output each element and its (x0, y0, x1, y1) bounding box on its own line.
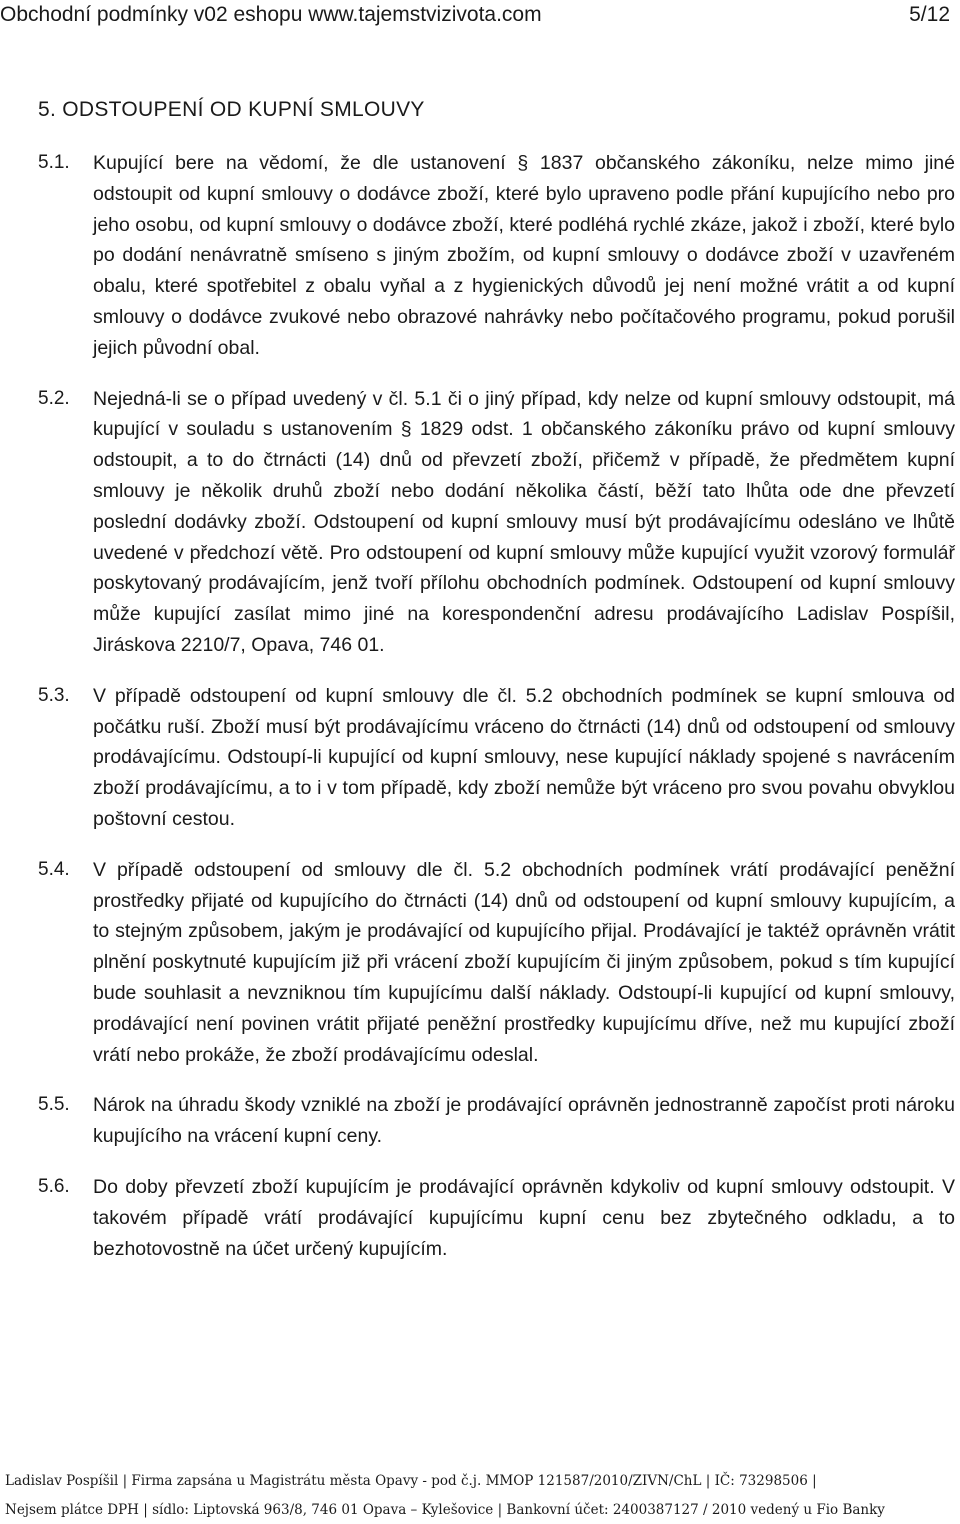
clause-number: 5.2. (38, 387, 70, 409)
clause-number: 5.5. (38, 1094, 70, 1116)
clause-text: V případě odstoupení od smlouvy dle čl. 5.2 obchodních podmínek vrátí prodávající peněžní prostředky přijaté od kupujícího do čtrnácti (14) dnů od odstoupení od kupní smlouvy kupujícím, a to stejným způsobem, jakým je prodávající od kupujícího přijal. Prodávající je taktéž oprávněn vrátit plnění poskytnuté kupujícím již při vrácení zboží kupujícím či jiným způsobem, pokud s tím kupující bude souhlasit a nevzniknou tím kupujícímu další náklady. Odstoupí-li kupující od kupní smlouvy, prodávající není povinen vrátit přijaté peněžní prostředky kupujícímu dříve, než mu kupující zboží vrátí nebo prokáže, že zboží prodávajícímu odeslal. (93, 858, 955, 1066)
clause-text: V případě odstoupení od kupní smlouvy dle čl. 5.2 obchodních podmínek se kupní smlouva od počátku ruší. Zboží musí být prodávajícímu vráceno do čtrnácti (14) dnů od odstoupení od smlouvy prodávajícímu. Odstoupí-li kupující od kupní smlouvy, nese kupující náklady spojené s navrácením zboží prodávajícímu, a to i v tom případě, kdy zboží nemůže být vráceno pro svou povahu obvyklou poštovní cestou. (93, 684, 955, 830)
page-header (0, 0, 960, 42)
clause-5-6 (0, 1172, 960, 1264)
clause-number: 5.3. (38, 684, 70, 706)
clause-text: Nejedná-li se o případ uvedený v čl. 5.1 či o jiný případ, kdy nelze od kupní smlouvy odstoupit, má kupující v souladu s ustanovením § 1829 odst. 1 občanského zákoníku právo od kupní smlouvy odstoupit, a to do čtrnácti (14) dnů od převzetí zboží, přičemž v případě, že předmětem kupní smlouvy je několik druhů zboží nebo dodání několika částí, běží tato lhůta ode dne převzetí poslední dodávky zboží. Odstoupení od kupní smlouvy musí být prodávajícímu odesláno ve lhůtě uvedené v předchozí větě. Pro odstoupení od kupní smlouvy může kupující využit vzorový formulář poskytovaný prodávajícím, jenž tvoří přílohu obchodních podmínek. Odstoupení od kupní smlouvy může kupující zasílat mimo jiné na korespondenční adresu prodávajícího Ladislav Pospíšil, Jiráskova 2210/7, Opava, 746 01. (93, 387, 955, 656)
clause-number: 5.1. (38, 152, 70, 173)
clause-5-1 (0, 148, 960, 364)
page-number: 5/12 (909, 3, 950, 26)
clause-text: Kupující bere na vědomí, že dle ustanovení § 1837 občanského zákoníku, nelze mimo jiné odstoupit od kupní smlouvy o dodávce zboží, které bylo upraveno podle přání kupujícího nebo pro jeho osobu, od kupní smlouvy o dodávce zboží, které podléhá rychlé zkáze, jakož i zboží, které bylo po dodání nenávratně smíseno s jiným zbožím, od kupní smlouvy o dodávce zboží v uzavřeném obalu, které spotřebitel z obalu vyňal a z hygienických důvodů jej není možné vrátit a od kupní smlouvy o dodávce zvukové nebo obrazové nahrávky nebo počítačového programu, pokud porušil jejich původní obal. (93, 152, 955, 359)
footer-line-2: Nejsem plátce DPH | sídlo: Liptovská 963/8, 746 01 Opava – Kylešovice | Bankovní účet: 2400387127 / 2010 vedený u Fio Banky (5, 1502, 885, 1518)
clause-5-3 (0, 681, 960, 835)
footer-line-1: Ladislav Pospíšil | Firma zapsána u Magistrátu města Opavy - pod č.j. MMOP 121587/2010/ZIVN/ChL | IČ: 73298506 | (5, 1473, 817, 1489)
clause-5-4 (0, 855, 960, 1071)
section-list (0, 148, 960, 1284)
clause-text: Do doby převzetí zboží kupujícím je prodávající oprávněn kdykoliv od kupní smlouvy odstoupit. V takovém případě vrátí prodávající kupujícímu kupní cenu bez zbytečného odkladu, a to bezhotovostně na účet určený kupujícím. (93, 1175, 955, 1260)
section-heading: 5. ODSTOUPENÍ OD KUPNÍ SMLOUVY (38, 98, 425, 121)
clause-5-2 (0, 384, 960, 661)
clause-5-5 (0, 1090, 960, 1152)
clause-text: Nárok na úhradu škody vzniklé na zboží je prodávající oprávněn jednostranně započíst proti nároku kupujícího na vrácení kupní ceny. (93, 1094, 955, 1148)
clause-number: 5.6. (38, 1175, 70, 1197)
document-title: Obchodní podmínky v02 eshopu www.tajemstvizivota.com (0, 3, 542, 26)
clause-number: 5.4. (38, 858, 70, 880)
